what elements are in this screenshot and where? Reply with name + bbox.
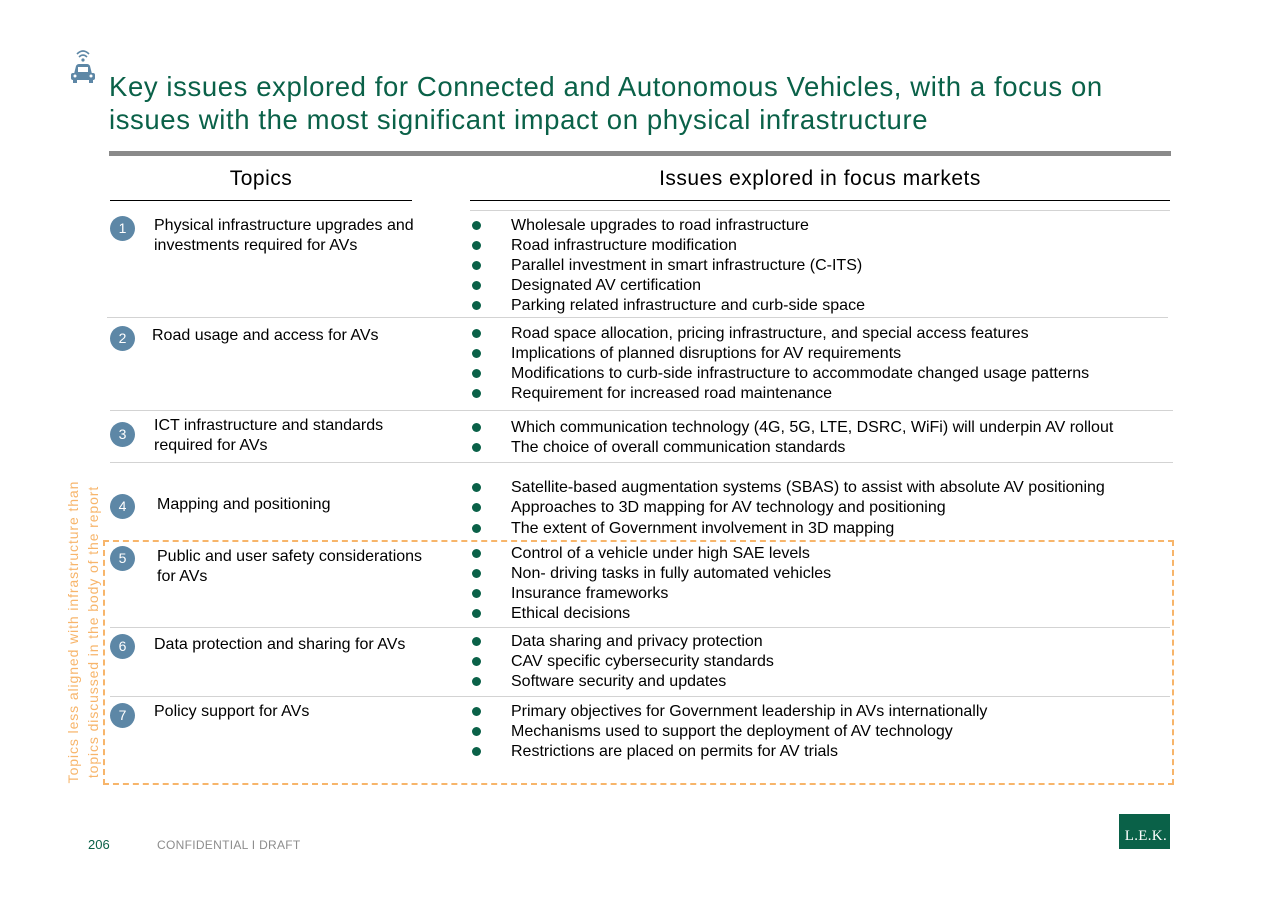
issue-text: Wholesale upgrades to road infrastructure <box>511 217 809 234</box>
side-note-line-1: Topics less aligned with infrastructure than <box>65 480 81 784</box>
bullet-icon <box>472 329 481 338</box>
side-note-line-2: topics discussed in the body of the report <box>85 485 101 779</box>
topic-label-line: Policy support for AVs <box>154 703 310 720</box>
issue-item <box>470 478 1105 498</box>
issue-text: Ethical decisions <box>511 605 631 622</box>
topic-label-line: Data protection and sharing for AVs <box>154 636 406 653</box>
issue-list <box>470 478 1105 539</box>
issue-item <box>470 324 1089 344</box>
topics-column-header: Topics <box>229 167 293 190</box>
topic-number-badge: 6 <box>110 634 135 659</box>
bullet-icon <box>472 301 481 310</box>
page-title-line-2: issues with the most significant impact on physical infrastructure <box>109 104 929 135</box>
issue-text: Parking related infrastructure and curb-side space <box>511 297 865 314</box>
topic-label-line: ICT infrastructure and standards <box>154 417 384 434</box>
issue-text: Restrictions are placed on permits for AV trials <box>511 743 838 760</box>
topic-label <box>154 416 383 456</box>
bullet-icon <box>472 524 481 533</box>
topic-label-line: Public and user safety considerations <box>157 548 423 565</box>
issue-text: The extent of Government involvement in 3D mapping <box>511 520 895 537</box>
topic-label-line: for AVs <box>157 568 208 585</box>
issue-text: Insurance frameworks <box>511 585 669 602</box>
topic-number-badge: 3 <box>110 422 135 447</box>
issue-text: Designated AV certification <box>511 277 702 294</box>
bullet-icon <box>472 389 481 398</box>
issue-item <box>470 216 865 236</box>
topic-number-badge: 5 <box>110 546 135 571</box>
issue-item <box>470 256 865 276</box>
issue-text: Parallel investment in smart infrastructure (C-ITS) <box>511 257 863 274</box>
issue-text: Implications of planned disruptions for AV requirements <box>511 345 902 362</box>
issue-text: Non- driving tasks in fully automated vehicles <box>511 565 832 582</box>
bullet-icon <box>472 221 481 230</box>
row-divider <box>110 410 1173 411</box>
topic-label-line: required for AVs <box>154 437 268 454</box>
issue-text: Control of a vehicle under high SAE levels <box>511 545 810 562</box>
page-number: 206 <box>88 837 110 852</box>
row-divider <box>470 210 1170 211</box>
issue-text: Approaches to 3D mapping for AV technology and positioning <box>511 499 946 516</box>
issues-header-rule <box>470 200 1170 201</box>
issue-item <box>470 344 1089 364</box>
issue-item <box>470 276 865 296</box>
bullet-icon <box>472 483 481 492</box>
topic-label <box>152 326 379 346</box>
issue-text: Road space allocation, pricing infrastructure, and special access features <box>511 325 1029 342</box>
topics-header-rule <box>110 200 412 201</box>
bullet-icon <box>472 503 481 512</box>
issue-item <box>470 236 865 256</box>
issue-text: The choice of overall communication standards <box>511 439 846 456</box>
issue-text: Modifications to curb-side infrastructure to accommodate changed usage patterns <box>511 365 1090 382</box>
issue-text: Road infrastructure modification <box>511 237 737 254</box>
page-title <box>109 70 1189 136</box>
issue-text: Mechanisms used to support the deployment of AV technology <box>511 723 953 740</box>
bullet-icon <box>472 443 481 452</box>
topic-number-badge: 1 <box>110 216 135 241</box>
company-logo: L.E.K. <box>1119 814 1170 849</box>
confidentiality-label: CONFIDENTIAL I DRAFT <box>157 838 301 852</box>
issue-text: Requirement for increased road maintenance <box>511 385 833 402</box>
issue-item <box>470 418 1113 438</box>
bullet-icon <box>472 281 481 290</box>
issue-item <box>470 364 1089 384</box>
topic-number-badge: 7 <box>110 703 135 728</box>
topic-label-line: Road usage and access for AVs <box>152 327 379 344</box>
topic-label-line: Physical infrastructure upgrades and <box>154 217 414 234</box>
topic-number-badge: 2 <box>110 326 135 351</box>
issue-text: CAV specific cybersecurity standards <box>511 653 774 670</box>
topic-label-line: investments required for AVs <box>154 237 358 254</box>
issues-column-header: Issues explored in focus markets <box>659 167 981 190</box>
row-divider <box>107 317 1168 318</box>
page-title-line-1: Key issues explored for Connected and Autonomous Vehicles, with a focus on <box>109 71 1103 102</box>
issue-item <box>470 519 1105 539</box>
bullet-icon <box>472 369 481 378</box>
issue-list <box>470 216 865 316</box>
issue-item <box>470 498 1105 518</box>
issue-text: Software security and updates <box>511 673 727 690</box>
issue-list <box>470 418 1113 458</box>
topic-number-badge: 4 <box>110 494 135 519</box>
connected-car-icon <box>68 46 98 86</box>
issue-item <box>470 296 865 316</box>
bullet-icon <box>472 423 481 432</box>
topic-label <box>157 495 330 515</box>
issue-text: Primary objectives for Government leadership in AVs internationally <box>511 703 988 720</box>
side-note <box>63 472 103 792</box>
issue-text: Satellite-based augmentation systems (SBAS) to assist with absolute AV positioning <box>511 479 1105 496</box>
bullet-icon <box>472 261 481 270</box>
issue-text: Which communication technology (4G, 5G, LTE, DSRC, WiFi) will underpin AV rollout <box>511 419 1114 436</box>
less-aligned-topics-highlight <box>103 540 1174 785</box>
bullet-icon <box>472 241 481 250</box>
issue-list <box>470 324 1089 404</box>
title-divider <box>109 151 1171 156</box>
issue-item <box>470 384 1089 404</box>
row-divider <box>110 462 1173 463</box>
topic-label-line: Mapping and positioning <box>157 496 331 513</box>
bullet-icon <box>472 349 481 358</box>
issue-text: Data sharing and privacy protection <box>511 633 763 650</box>
issue-item <box>470 438 1113 458</box>
topic-label <box>154 216 414 256</box>
